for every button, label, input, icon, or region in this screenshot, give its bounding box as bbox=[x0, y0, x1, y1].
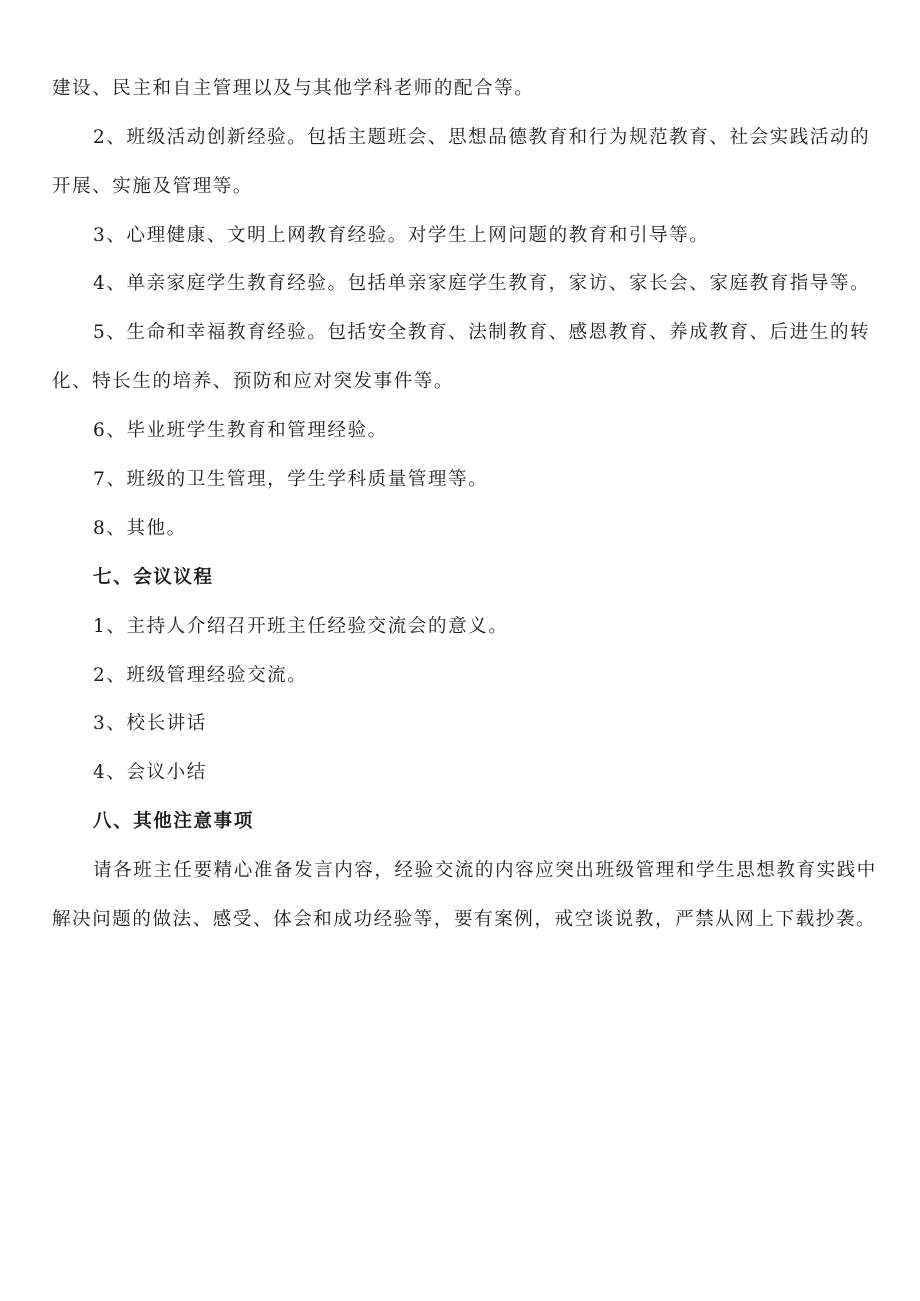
agenda-item-1: 1、主持人介绍召开班主任经验交流会的意义。 bbox=[93, 616, 509, 637]
notes-paragraph-line-1: 请各班主任要精心准备发言内容，经验交流的内容应突出班级管理和学生思想教育实践中 bbox=[93, 860, 877, 881]
section-heading-notes: 八、其他注意事项 bbox=[93, 811, 254, 832]
section-heading-agenda: 七、会议议程 bbox=[93, 567, 214, 588]
list-item-5-line-1: 5、生命和幸福教育经验。包括安全教育、法制教育、感恩教育、养成教育、后进生的转 bbox=[93, 322, 871, 343]
list-item-5-line-2: 化、特长生的培养、预防和应对突发事件等。 bbox=[52, 371, 455, 392]
list-item-8: 8、其他。 bbox=[93, 518, 187, 539]
agenda-item-3: 3、校长讲话 bbox=[93, 713, 207, 734]
notes-paragraph-line-2: 解决问题的做法、感受、体会和成功经验等，要有案例，戒空谈说教，严禁从网上下载抄袭。 bbox=[52, 909, 877, 930]
list-item-7: 7、班级的卫生管理，学生学科质量管理等。 bbox=[93, 469, 489, 490]
agenda-item-4: 4、会议小结 bbox=[93, 762, 207, 783]
list-item-6: 6、毕业班学生教育和管理经验。 bbox=[93, 420, 388, 441]
list-item-2-line-2: 开展、实施及管理等。 bbox=[52, 176, 254, 197]
list-item-3: 3、心理健康、文明上网教育经验。对学生上网问题的教育和引导等。 bbox=[93, 225, 710, 246]
paragraph-continuation: 建设、民主和自主管理以及与其他学科老师的配合等。 bbox=[52, 78, 535, 99]
list-item-4: 4、单亲家庭学生教育经验。包括单亲家庭学生教育，家访、家长会、家庭教育指导等。 bbox=[93, 273, 871, 294]
agenda-item-2: 2、班级管理经验交流。 bbox=[93, 665, 308, 686]
list-item-2-line-1: 2、班级活动创新经验。包括主题班会、思想品德教育和行为规范教育、社会实践活动的 bbox=[93, 127, 871, 148]
